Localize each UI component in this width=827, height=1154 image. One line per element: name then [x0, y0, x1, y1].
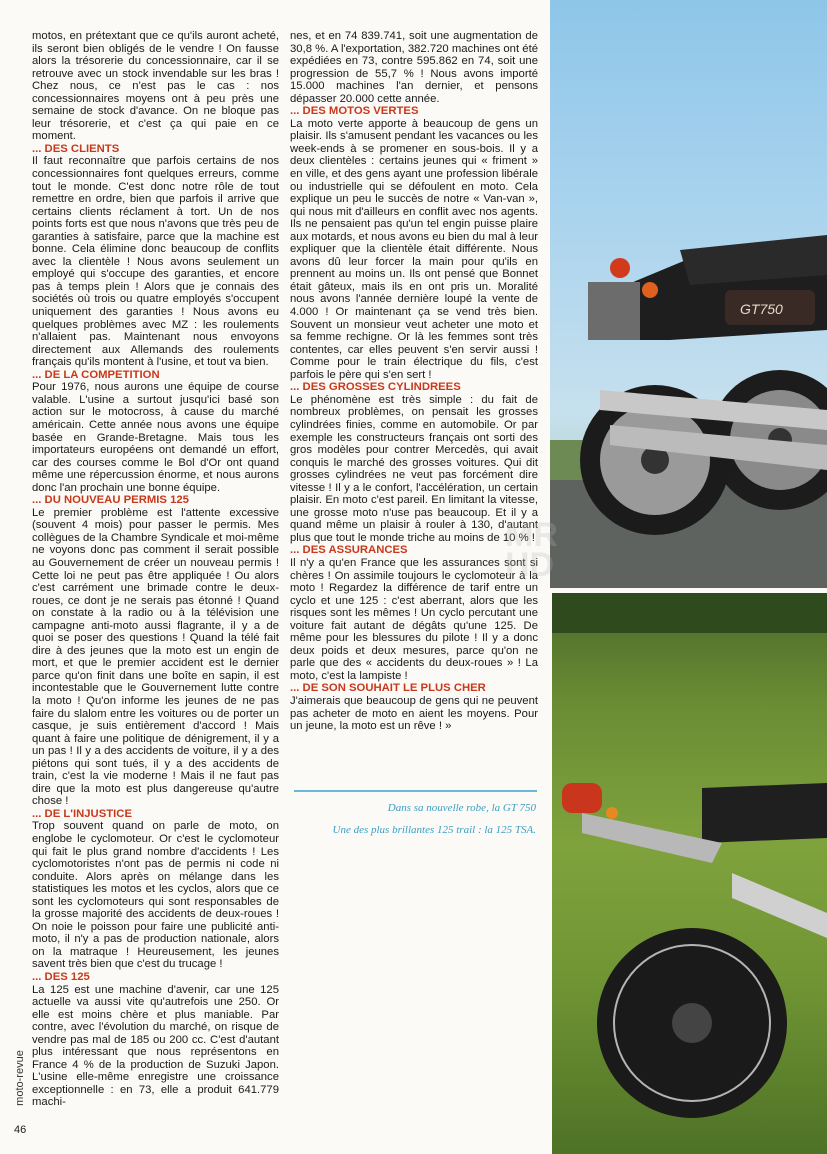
- section-heading: ... DES GROSSES CYLINDREES: [290, 381, 461, 394]
- article-paragraph: nes, et en 74 839.741, soit une augmentation de 30,8 %. A l'exportation, 382.720 machines ont été expédiées en 73, contre 595.862 en 74, soit une progression de 55,7 % ! Nous avons importé 15.000 machines l'an dernier, et pensons dépasser 20.000 cette année.: [290, 30, 538, 105]
- section-heading: ... DES MOTOS VERTES: [290, 105, 419, 118]
- 125tsa-illustration: [552, 593, 827, 1154]
- article-paragraph: Il faut reconnaître que parfois certains de nos concessionnaires font quelques erreurs, comme tout le monde. C'est donc notre rôle de tout remettre en ordre, bien que parfois il arrive que certains clients réclament à tort. Un de nos points forts est que nous n'avons que très peu de garanties à satisfaire, parce que la machine est bonne. Cela élimine donc beaucoup de conflits avec la clientèle ! Nous avons seulement un employé qui s'occupe des garanties, et encore pas à temps plein ! Alors que je connais des sociétés où trois ou quatre employés s'occupent uniquement des garanties ! Nous avons eu quelques problèmes avec MZ : les roulements n'allaient pas. Maintenant nous envoyons directement aux Allemands des roulements français qu'ils montent à l'usine, et tout va bien.: [32, 155, 279, 369]
- article-column-1: [32, 30, 279, 1109]
- section-heading: ... DES ASSURANCES: [290, 544, 408, 557]
- gt750-illustration: [550, 0, 827, 588]
- photo-caption-gt750: Dans sa nouvelle robe, la GT 750: [387, 802, 536, 814]
- article-paragraph: Trop souvent quand on parle de moto, on englobe le cyclomoteur. Or c'est le cyclomoteur qui fait le plus grand nombre d'accidents ! Les cyclomotoristes n'ont pas de permis ni code ni conduite. Alors après on mélange dans les statistiques les motos et les cyclos, alors que ce sont les cyclomoteurs qui sont responsables de la grosse majorité des accidents de deux-roues ! On noie le poisson pour faire une publicité anti-moto, il n'y a pas de production nationale, alors on la matraque ! Heureusement, les jeunes savent très bien que c'est du trucage !: [32, 820, 279, 971]
- photo-gt750-motorcycle: [550, 0, 827, 588]
- article-paragraph: Pour 1976, nous aurons une équipe de course valable. L'usine a surtout jusqu'ici basé son action sur le motocross, à cause du marché américain. Cette année nous avons une équipe basée en Grande-Bretagne. Mais tous les importateurs européens ont demandé un effort, car des courses comme le Bol d'Or ont quand même une répercussion énorme, et nous aurons donc l'an prochain une bonne équipe.: [32, 381, 279, 494]
- watermark: MR HD: [505, 516, 558, 584]
- page-number: 46: [14, 1124, 27, 1136]
- photo-caption-125tsa: Une des plus brillantes 125 trail : la 125 TSA.: [332, 824, 536, 836]
- magazine-name: moto-revue: [13, 1050, 26, 1106]
- gt750-badge: GT750: [740, 301, 783, 317]
- photo-125tsa-motorcycle: [552, 593, 827, 1154]
- article-paragraph: Il n'y a qu'en France que les assurances sont si chères ! On assimile toujours le cyclomoteur à la moto ! Regardez la différence de tarif entre un cyclo et une 125 : c'est aberrant, alors que les risques sont les mêmes ! Un cyclo percutant une voiture fait autant de dégâts qu'une 125. De même pour les blessures du pilote ! Il y a donc deux poids et deux mesures, parce qu'on ne parle que des « accidents du deux-roues » ! La moto, c'est la lampiste !: [290, 556, 538, 682]
- caption-divider: [294, 790, 537, 792]
- section-heading: ... DE LA COMPETITION: [32, 368, 160, 381]
- article-column-2: [290, 30, 538, 733]
- article-paragraph: Le premier problème est l'attente excessive (souvent 4 mois) pour passer le permis. Mes collègues de la Chambre Syndicale et moi-même ne voyons donc pas comment il serait possible au Gouvernement de créer un nouveau permis ! Cette loi ne peut pas être appliquée ! Ou alors c'est carrément une brimade contre le deux-roues, ce dont je ne serais pas étonné ! Quand on constate à la radio ou à la télévision une campagne anti-moto aussi flagrante, il y a de quoi se poser des questions ! Quand la télé fait dire à des jeunes que la moto est un engin de mort, et que le premier accident est le dernier parce qu'on finit dans une boîte en sapin, il est incontestable que le Gouvernement lutte contre la moto ! Qu'on informe les jeunes de ne pas faire du slalom entre les voitures ou de porter un casque, je suis entièrement d'accord ! Mais quant à faire une politique de dénigrement, il y a un pas ! Il y a des accidents de voiture, il y a des piétons qui sont tués, il y a des accidents de train, c'est la vie moderne ! Mais il ne faut pas dire que la moto est plus dangereuse qu'autre chose !: [32, 506, 279, 808]
- section-heading: ... DES 125: [32, 971, 90, 984]
- article-paragraph: motos, en prétextant que ce qu'ils auront acheté, ils seront bien obligés de le vendre ! On fausse alors la trésorerie du concessionnaire, car il se retrouve avec un stock invendable sur les bras ! Chez nous, ce n'est pas le cas : nos concessionnaires moyens ont à peu près une semaine de stock d'avance. On ne bloque pas leur trésorerie, et c'est ça qui paie en ce moment.: [32, 30, 279, 143]
- section-heading: ... DES CLIENTS: [32, 142, 120, 155]
- magazine-sidebar: [10, 1052, 30, 1112]
- section-heading: ... DE L'INJUSTICE: [32, 807, 132, 820]
- article-paragraph: J'aimerais que beaucoup de gens qui ne peuvent pas acheter de moto en aient les moyens. Pour un jeune, la moto est un rêve ! »: [290, 694, 538, 733]
- article-paragraph: La 125 est une machine d'avenir, car une 125 actuelle va aussi vite qu'autrefois une 250. Or elle est moins chère et plus maniable. Par contre, avec l'évolution du marché, on risque de vendre pas mal de 185 ou 200 cc. C'est d'autant plus intéressant que nous représentons en France 4 % de la production de Suzuki Japon. L'usine elle-même enregistre une croissance exceptionnelle : en 73, elle a produit 641.779 machi-: [32, 983, 279, 1109]
- section-heading: ... DU NOUVEAU PERMIS 125: [32, 494, 189, 507]
- article-paragraph: Le phénomène est très simple : du fait de nombreux problèmes, on pensait les grosses cylindrées finies, comme en automobile. Or par exemple les constructeurs français ont sorti des gros modèles pour contrer Mercedès, qui avait conquis le marché des grosses voitures. Qui dit grosses cylindrées ne veut pas forcément dire vitesse ! Il y a le confort, l'accélération, un certain plaisir. En moto c'est pareil. En limitant la vitesse, une grosse moto n'use pas beaucoup. Et il y a quand même un plaisir à rouler à 130, d'autant plus que tout le monde triche au moins de 10 % !: [290, 393, 538, 544]
- article-paragraph: La moto verte apporte à beaucoup de gens un plaisir. Ils s'amusent pendant les vacances ou les week-ends à se promener en sous-bois. Il y a deux clientèles : certains jeunes qui « friment » en ville, et des gens ayant une profession libérale ou industrielle qui se défoulent en moto. Cela explique un peu le succès de notre « Van-van », qui nous mit d'ailleurs en conflit avec nos agents. Ils ne pensaient pas qu'un tel engin puisse plaire aux motards, et nous avons eu bien du mal à leur expliquer que la clientèle était différente. Nous avons dû leur forcer la main pour qu'ils en prennent au moins un. Ils ont pensé que Bonnet était gâteux, mais ils en ont pris un. Moralité nous avons l'année dernière loupé la vente de 4.000 ! Or maintenant ça se vend très bien. Souvent un monsieur veut acheter une moto et sa femme rechigne. Or là les femmes sont très contentes, car elles peuvent s'en servir aussi ! Comme pour le train électrique du fils, c'est parfois le père qui s'en sert !: [290, 117, 538, 381]
- section-heading: ... DE SON SOUHAIT LE PLUS CHER: [290, 682, 486, 695]
